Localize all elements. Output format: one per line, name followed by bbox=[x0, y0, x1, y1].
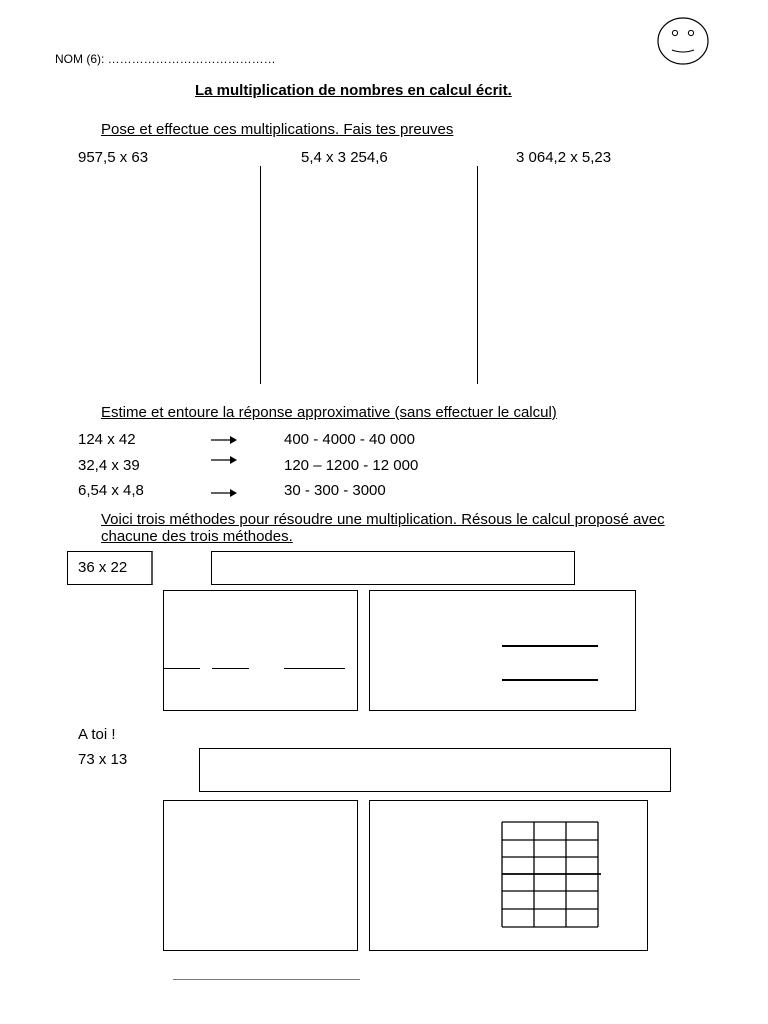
answer-box-method-1[interactable] bbox=[211, 551, 575, 585]
practice-method-2-box[interactable] bbox=[163, 800, 358, 951]
method-3-box[interactable] bbox=[369, 590, 636, 711]
estimate-operation-1: 124 x 42 bbox=[78, 431, 136, 448]
footer-line bbox=[173, 979, 360, 980]
estimate-choices-1: 400 - 4000 - 40 000 bbox=[284, 431, 415, 448]
multiplication-grid bbox=[500, 820, 604, 930]
method-2-box[interactable] bbox=[163, 590, 358, 711]
answer-blank-2 bbox=[212, 668, 249, 669]
column-divider-2 bbox=[477, 166, 478, 384]
name-field-label: NOM (6): …………………………………… bbox=[55, 52, 276, 66]
right-arrow-icon bbox=[211, 455, 237, 465]
smiley-face-icon bbox=[656, 16, 710, 66]
estimate-choices-2: 120 – 1200 - 12 000 bbox=[284, 457, 419, 474]
column-divider-1 bbox=[260, 166, 261, 384]
operation-1: 957,5 x 63 bbox=[78, 149, 149, 166]
practice-operation: 73 x 13 bbox=[78, 751, 128, 768]
estimate-operation-2: 32,4 x 39 bbox=[78, 457, 140, 474]
instruction-three-methods-line1: Voici trois méthodes pour résoudre une multiplication. Résous le calcul proposé avec bbox=[101, 511, 665, 528]
operation-line-1 bbox=[502, 645, 598, 647]
operation-line-2 bbox=[502, 679, 598, 681]
estimate-choices-3: 30 - 300 - 3000 bbox=[284, 482, 386, 499]
right-arrow-icon bbox=[211, 488, 237, 498]
instruction-three-methods-line2: chacune des trois méthodes. bbox=[101, 528, 293, 545]
page-title: La multiplication de nombres en calcul écrit. bbox=[195, 82, 512, 99]
answer-box-practice-method-1[interactable] bbox=[199, 748, 671, 792]
estimate-operation-3: 6,54 x 4,8 bbox=[78, 482, 144, 499]
instruction-estimate: Estime et entoure la réponse approximative (sans effectuer le calcul) bbox=[101, 404, 557, 421]
right-arrow-icon bbox=[211, 435, 237, 445]
operation-3: 3 064,2 x 5,23 bbox=[516, 149, 612, 166]
example-operation: 36 x 22 bbox=[78, 559, 128, 576]
answer-blank-1 bbox=[164, 668, 200, 669]
operation-2: 5,4 x 3 254,6 bbox=[301, 149, 388, 166]
your-turn-label: A toi ! bbox=[78, 726, 116, 743]
instruction-posed-multiplications: Pose et effectue ces multiplications. Fais tes preuves bbox=[101, 121, 454, 138]
answer-blank-3 bbox=[284, 668, 345, 669]
